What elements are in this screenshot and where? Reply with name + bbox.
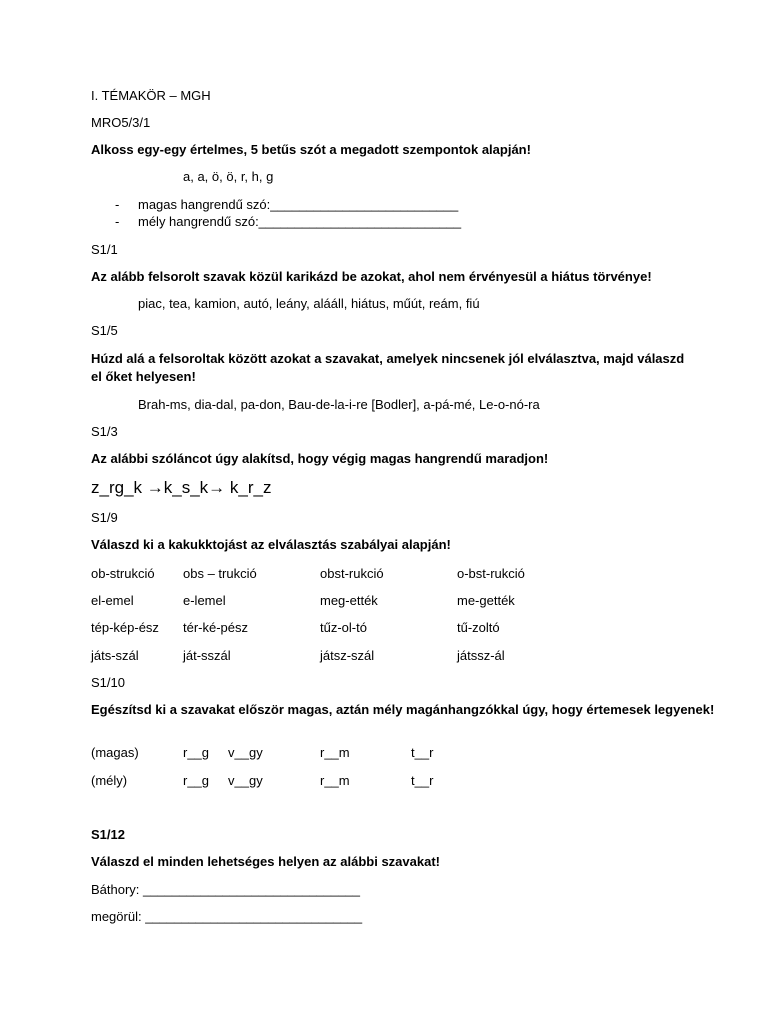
task6-code: S1/10	[91, 675, 125, 690]
task3-code: S1/5	[91, 323, 118, 338]
fill-blank: v__gy	[228, 773, 263, 788]
table-cell: meg-ették	[320, 593, 378, 608]
fill-blank: t__r	[411, 773, 434, 788]
table-cell: tér-ké-pész	[183, 620, 249, 635]
task1-instruction: Alkoss egy-egy értelmes, 5 betűs szót a megadott szempontok alapján!	[91, 142, 531, 157]
task1-item-low: mély hangrendű szó:____________________________	[138, 214, 462, 229]
table-cell: obs – trukció	[183, 566, 257, 581]
row-label: (mély)	[91, 773, 128, 788]
table-cell: játssz-ál	[457, 648, 505, 663]
task1-letters: a, a, ö, ö, r, h, g	[183, 169, 274, 184]
task4-instruction: Az alábbi szóláncot úgy alakítsd, hogy végig magas hangrendű maradjon!	[91, 451, 549, 466]
table-cell: ob-strukció	[91, 566, 155, 581]
arrow-right-icon: →	[146, 478, 164, 497]
task2-instruction: Az alább felsorolt szavak közül karikázd be azokat, ahol nem érvényesül a hiátus törvénye!	[91, 269, 652, 284]
task7-line-bathory: Báthory: ______________________________	[91, 882, 360, 897]
table-cell: el-emel	[91, 593, 134, 608]
task5-instruction: Válaszd ki a kakukktojást az elválasztás szabályai alapján!	[91, 537, 451, 552]
table-cell: tép-kép-ész	[91, 620, 159, 635]
task5-code: S1/9	[91, 510, 118, 525]
task7-instruction: Válaszd el minden lehetséges helyen az alábbi szavakat!	[91, 854, 440, 869]
table-cell: me-gették	[457, 593, 515, 608]
task1-bullet-2: -	[115, 214, 120, 229]
task-code: MRO5/3/1	[91, 115, 151, 130]
task7-line-megorul: megörül: ______________________________	[91, 909, 363, 924]
table-cell: ját-sszál	[183, 648, 231, 663]
task3-words: Brah-ms, dia-dal, pa-don, Bau-de-la-i-re [Bodler], a-pá-mé, Le-o-nó-ra	[138, 397, 540, 412]
table-cell: obst-rukció	[320, 566, 384, 581]
arrow-right-icon: →	[208, 478, 226, 497]
task2-code: S1/1	[91, 242, 118, 257]
chain-word-2: k_s_k	[163, 478, 209, 497]
table-cell: tűz-ol-tó	[320, 620, 367, 635]
task4-code: S1/3	[91, 424, 118, 439]
task4-word-chain	[91, 478, 271, 498]
fill-blank: r__m	[320, 773, 350, 788]
fill-blank: t__r	[411, 745, 434, 760]
task6-instruction: Egészítsd ki a szavakat először magas, aztán mély magánhangzókkal úgy, hogy értemesek legyenek!	[91, 702, 715, 717]
fill-blank: r__g	[183, 773, 210, 788]
table-cell: játs-szál	[91, 648, 139, 663]
chain-word-1: z_rg_k	[91, 478, 147, 497]
table-cell: tű-zoltó	[457, 620, 500, 635]
fill-blank: r__m	[320, 745, 350, 760]
table-cell: játsz-szál	[320, 648, 375, 663]
row-label: (magas)	[91, 745, 139, 760]
chain-word-3: k_r_z	[225, 478, 272, 497]
fill-blank: v__gy	[228, 745, 263, 760]
fill-blank: r__g	[183, 745, 210, 760]
task2-words: piac, tea, kamion, autó, leány, alááll, hiátus, műút, reám, fiú	[138, 296, 480, 311]
task1-bullet-1: -	[115, 197, 120, 212]
table-cell: e-lemel	[183, 593, 226, 608]
task3-instruction: Húzd alá a felsoroltak között azokat a szavakat, amelyek nincsenek jól elválasztva, majd válaszd el őket helyesen!	[91, 351, 685, 384]
topic-heading: I. TÉMAKÖR – MGH	[91, 88, 211, 103]
task1-item-high: magas hangrendű szó:__________________________	[138, 197, 459, 212]
table-cell: o-bst-rukció	[457, 566, 525, 581]
task7-code: S1/12	[91, 827, 125, 842]
